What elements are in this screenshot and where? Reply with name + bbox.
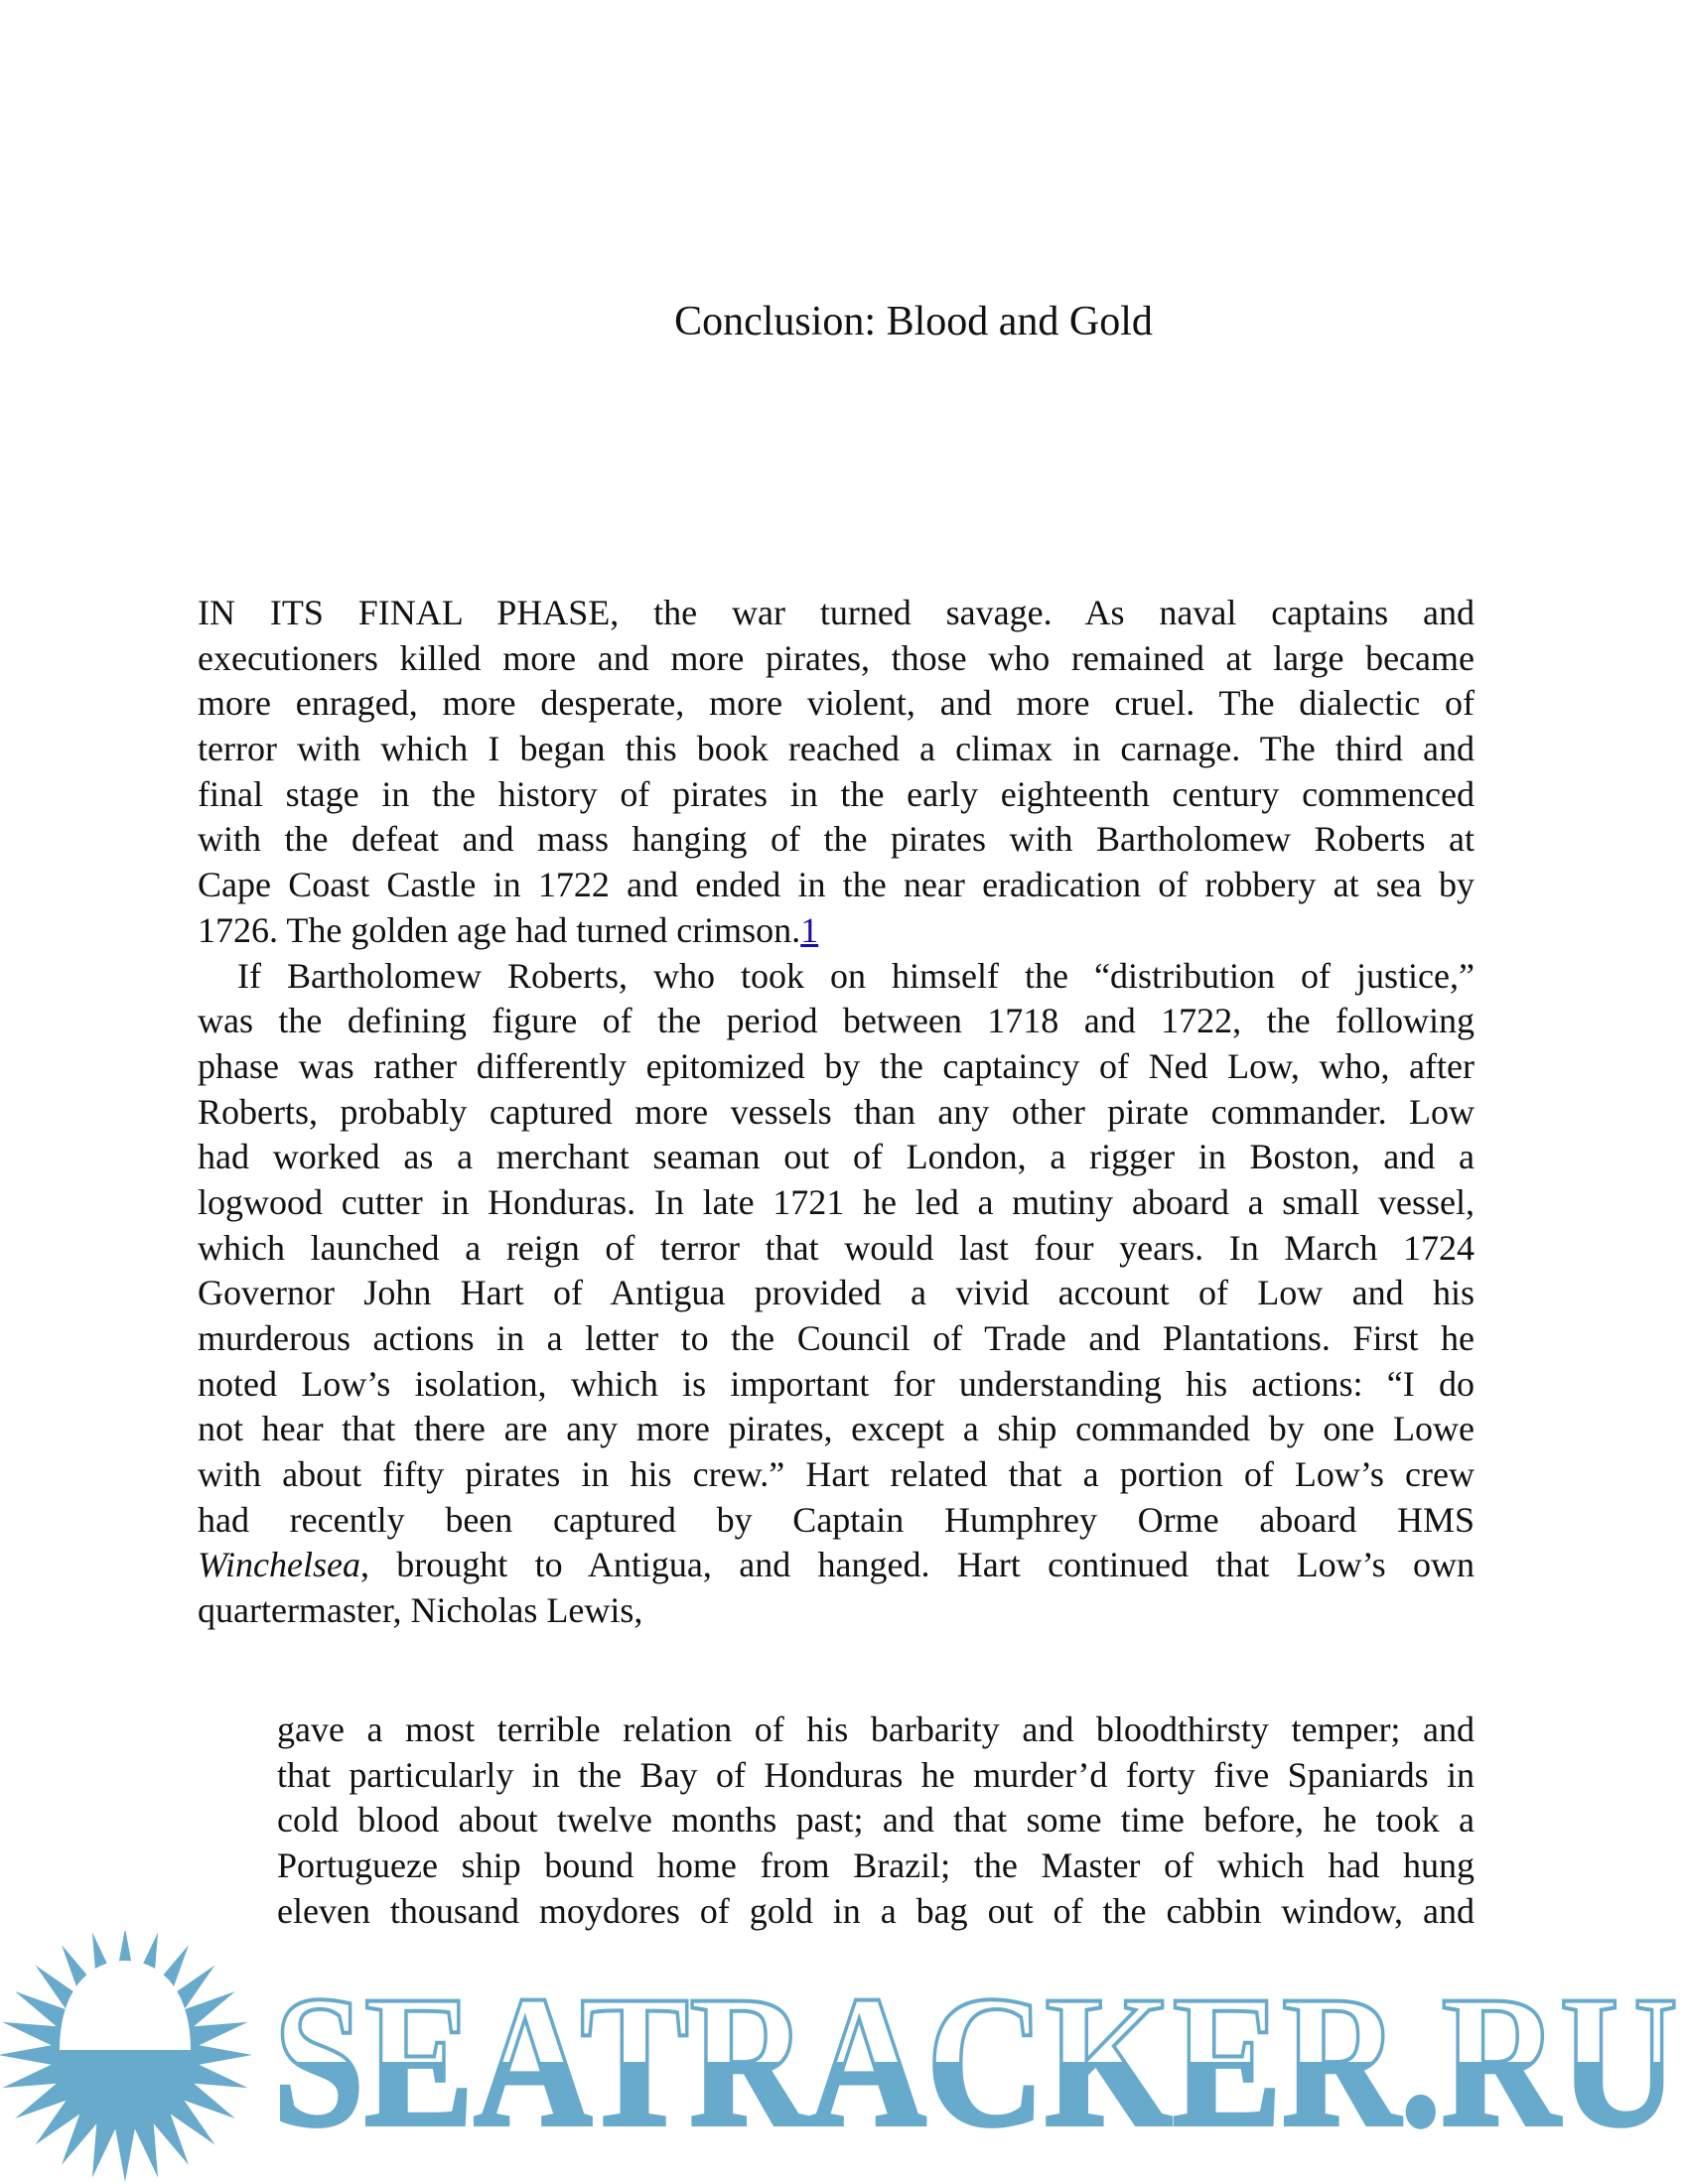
text-span: If Bartholomew Roberts, who took on himself the “distribution of justice,”: [237, 955, 1475, 996]
text-line: [198, 999, 1475, 1044]
text-span: , brought to Antigua, and hanged. Hart continued that Low’s own: [359, 1545, 1475, 1585]
text-span: executioners killed more and more pirates, those who remained at large became: [198, 637, 1475, 678]
text-span: with about fifty pirates in his crew.” Hart related that a portion of Low’s crew: [198, 1454, 1475, 1495]
text-span: terror with which I began this book reached a climax in carnage. The third and: [198, 729, 1475, 769]
text-line: [198, 1044, 1475, 1090]
text-span: eleven thousand moydores of gold in a bag out of the cabbin window, and: [277, 1890, 1475, 1931]
text-line: [277, 1707, 1475, 1753]
text-span: gave a most terrible relation of his barbarity and bloodthirsty temper; and: [277, 1709, 1475, 1749]
text-span: Roberts, probably captured more vessels than any other pirate commander. Low: [198, 1091, 1475, 1132]
text-span: murderous actions in a letter to the Council of Trade and Plantations. First he: [198, 1318, 1475, 1358]
text-line: [198, 1316, 1475, 1362]
text-span: Governor John Hart of Antigua provided a vivid account of Low and his: [198, 1273, 1475, 1313]
text-line: [198, 954, 1475, 1000]
text-span: that particularly in the Bay of Honduras he murder’d forty five Spaniards in: [277, 1754, 1475, 1795]
text-span: with the defeat and mass hanging of the pirates with Bartholomew Roberts at: [198, 819, 1475, 860]
body-text: [198, 591, 1475, 1634]
text-span: was the defining figure of the period between 1718 and 1722, the following: [198, 1001, 1475, 1041]
block-quote: [277, 1707, 1475, 1934]
sun-icon: [0, 1931, 252, 2182]
text-line: [198, 727, 1475, 772]
footnote-link[interactable]: 1: [800, 909, 819, 950]
text-line: [198, 1498, 1475, 1544]
text-span: 1726. The golden age had turned crimson.: [198, 909, 801, 950]
text-line: [277, 1753, 1475, 1799]
text-line: [277, 1798, 1475, 1843]
text-span: not hear that there are any more pirates, except a ship commanded by one Lowe: [198, 1409, 1475, 1449]
text-span: phase was rather differently epitomized by the captaincy of Ned Low, who, after: [198, 1045, 1475, 1086]
text-span: noted Low’s isolation, which is important for understanding his actions: “I do: [198, 1363, 1475, 1404]
text-span: logwood cutter in Honduras. In late 1721 he led a mutiny aboard a small vessel,: [198, 1181, 1475, 1222]
text-line: [198, 908, 1475, 954]
chapter-title: Conclusion: Blood and Gold: [674, 299, 1153, 344]
text-line: [277, 1889, 1475, 1935]
text-span: had recently been captured by Captain Humphrey Orme aboard HMS: [198, 1499, 1475, 1540]
text-line: [198, 1407, 1475, 1452]
text-span: had worked as a merchant seaman out of London, a rigger in Boston, and a: [198, 1137, 1475, 1177]
text-span: final stage in the history of pirates in the early eighteenth century commenced: [198, 773, 1475, 814]
text-line: [198, 1588, 1475, 1634]
text-line: [198, 1452, 1475, 1498]
text-line: [198, 591, 1475, 636]
text-line: [198, 1271, 1475, 1316]
text-line: [198, 1180, 1475, 1226]
text-line: [198, 636, 1475, 682]
text-line: [198, 863, 1475, 908]
italic-text: Winchelsea: [198, 1545, 360, 1585]
text-span: cold blood about twelve months past; and that some time before, he took a: [277, 1800, 1475, 1841]
text-line: [198, 1090, 1475, 1136]
text-line: [198, 817, 1475, 863]
text-span: Portugueze ship bound home from Brazil; the Master of which had hung: [277, 1845, 1475, 1886]
watermark-text: SEATRACKER.RU: [273, 1958, 1678, 2166]
text-line: [198, 1362, 1475, 1408]
text-line: [277, 1843, 1475, 1889]
seatracker-watermark: [0, 1931, 1688, 2184]
text-line: [198, 681, 1475, 727]
text-line: [198, 1226, 1475, 1272]
text-span: Cape Coast Castle in 1722 and ended in the near eradication of robbery at sea by: [198, 865, 1475, 905]
text-span: more enraged, more desperate, more violent, and more cruel. The dialectic of: [198, 683, 1475, 724]
text-line: [198, 772, 1475, 818]
text-span: quartermaster, Nicholas Lewis,: [198, 1590, 643, 1631]
text-span: IN ITS FINAL PHASE, the war turned savage. As naval captains and: [198, 593, 1475, 632]
text-line: [198, 1543, 1475, 1588]
text-line: [198, 1135, 1475, 1180]
text-span: which launched a reign of terror that would last four years. In March 1724: [198, 1227, 1475, 1268]
